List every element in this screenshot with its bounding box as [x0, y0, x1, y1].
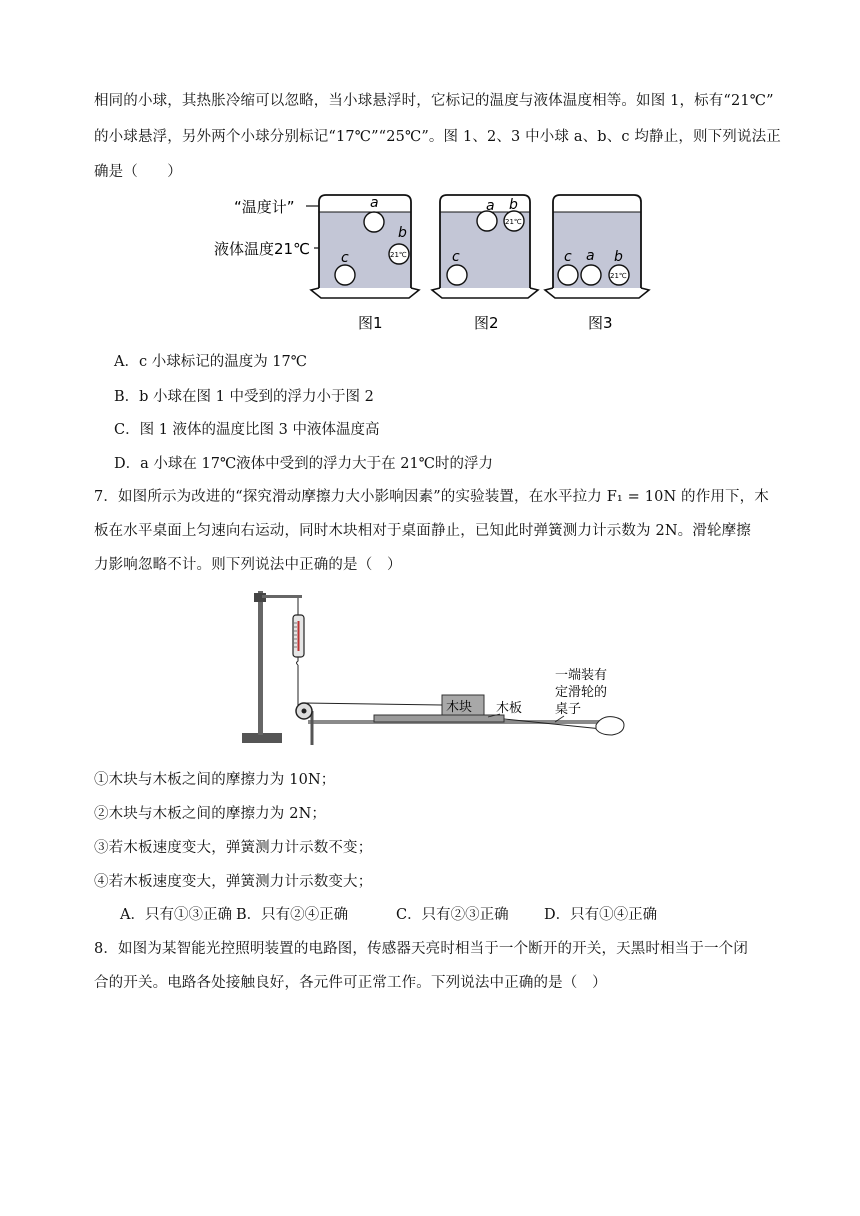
svg-text:b: b: [398, 225, 407, 241]
label-table-3: 桌子: [555, 702, 582, 717]
ball-a: [364, 212, 384, 232]
q6-option-c: C．图 1 液体的温度比图 3 中液体温度高: [114, 422, 380, 438]
ball-c: [335, 265, 355, 285]
svg-text:b: b: [614, 249, 623, 265]
label-thermometer: “温度计”: [234, 198, 295, 216]
q6-text-line1: 相同的小球，其热胀冷缩可以忽略，当小球悬浮时，它标记的温度与液体温度相等。如图 1，标有“21℃”: [94, 93, 774, 109]
q7-choice-a: A．只有①③正确: [120, 907, 232, 923]
q6-thermometer-figure: [210, 190, 660, 335]
svg-text:a: a: [370, 195, 379, 211]
label-table-2: 定滑轮的: [555, 685, 608, 700]
svg-text:a: a: [486, 198, 495, 214]
beaker-2: [432, 195, 538, 298]
q7-friction-apparatus-figure: [230, 585, 640, 750]
caption-fig2: 图2: [474, 314, 499, 332]
svg-text:c: c: [564, 249, 572, 265]
label-board: 木板: [496, 701, 523, 716]
q7-choice-d: D．只有①④正确: [544, 907, 658, 923]
q7-text-line2: 板在水平桌面上匀速向右运动，同时木块相对于桌面静止，已知此时弹簧测力计示数为 2N。滑轮摩擦: [94, 523, 751, 539]
svg-text:21℃: 21℃: [610, 272, 627, 280]
q7-text-line3: 力影响忽略不计。则下列说法中正确的是（ ）: [94, 557, 402, 573]
label-liquid-temp: 液体温度21℃: [214, 240, 310, 258]
svg-text:c: c: [341, 250, 349, 266]
beaker-1: [311, 195, 419, 298]
q7-statement-4: ④若木板速度变大，弹簧测力计示数变大；: [94, 874, 373, 890]
q7-statement-2: ②木块与木板之间的摩擦力为 2N；: [94, 806, 327, 822]
q7-statement-1: ①木块与木板之间的摩擦力为 10N；: [94, 772, 336, 788]
q7-choice-c: C．只有②③正确: [396, 907, 509, 923]
svg-text:b: b: [509, 197, 518, 213]
q7-statement-3: ③若木板速度变大，弹簧测力计示数不变；: [94, 840, 373, 856]
caption-fig1: 图1: [358, 314, 383, 332]
label-block: 木块: [446, 700, 473, 715]
beaker-3: [545, 195, 649, 298]
svg-text:c: c: [452, 249, 460, 265]
caption-fig3: 图3: [588, 314, 613, 332]
svg-text:21℃: 21℃: [505, 218, 522, 226]
q6-text-line2: 的小球悬浮，另外两个小球分别标记“17℃”“25℃”。图 1、2、3 中小球 a、b、c 均静止，则下列说法正: [94, 129, 781, 145]
q7-text-line1: 7．如图所示为改进的“探究滑动摩擦力大小影响因素”的实验装置，在水平拉力 F₁ = 10N 的作用下，木: [94, 489, 769, 505]
svg-text:a: a: [586, 248, 595, 264]
q7-choice-b: B．只有②④正确: [236, 907, 349, 923]
q8-text-line1: 8．如图为某智能光控照明装置的电路图，传感器天亮时相当于一个断开的开关，天黑时相当于一个闭: [94, 941, 748, 957]
q8-text-line2: 合的开关。电路各处接触良好，各元件可正常工作。下列说法中正确的是（ ）: [94, 975, 607, 991]
q6-option-a: A．c 小球标记的温度为 17℃: [114, 354, 307, 370]
label-table-1: 一端装有: [555, 668, 608, 683]
svg-text:21℃: 21℃: [390, 251, 407, 259]
q6-option-d: D．a 小球在 17℃液体中受到的浮力大于在 21℃时的浮力: [114, 456, 493, 472]
q6-text-line3: 确是（ ）: [94, 164, 182, 180]
q6-option-b: B．b 小球在图 1 中受到的浮力小于图 2: [114, 389, 374, 405]
